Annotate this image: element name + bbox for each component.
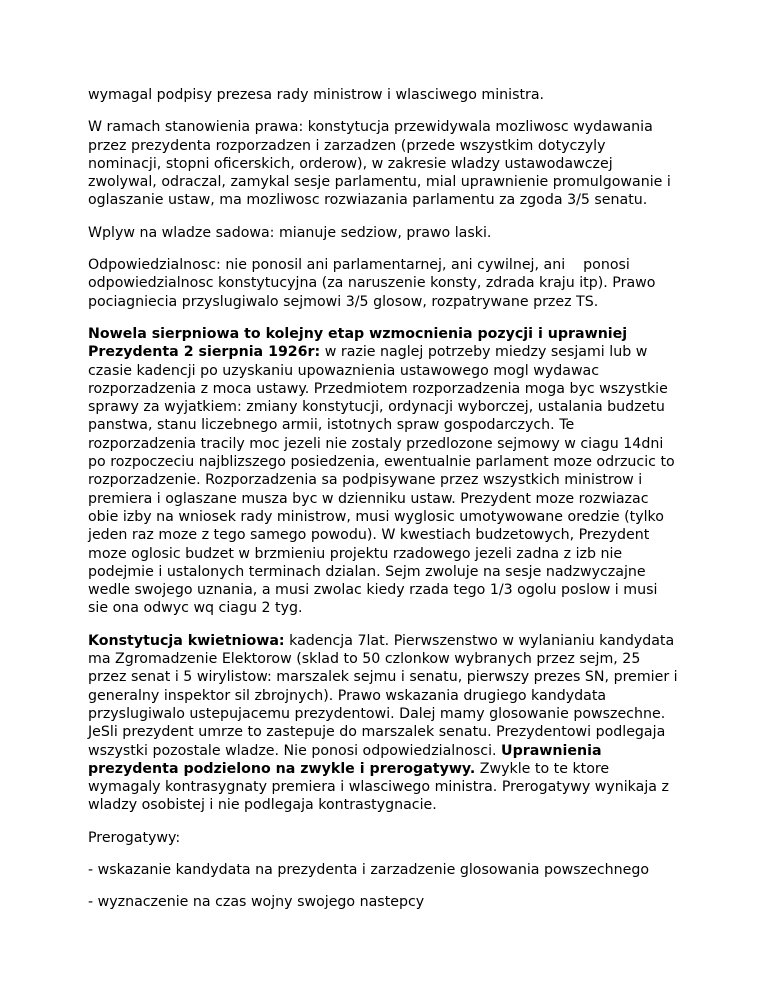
paragraph-6-heading: Konstytucja kwietniowa:	[88, 632, 285, 649]
paragraph-5	[88, 325, 678, 618]
paragraph-6-text-end: Zwykle to te ktore wymagaly kontrasygnaty premiera i wlasciwego ministra. Prerogatywy wynikaja z wladzy osobistej i nie podlegaja kontrastygnacie.	[88, 760, 669, 814]
paragraph-3: Wplyw na wladze sadowa: mianuje sedziow, prawo laski.	[88, 224, 492, 241]
paragraph-1: wymagal podpisy prezesa rady ministrow i wlasciwego ministra.	[88, 87, 545, 103]
paragraph-4-part-b: ponosi odpowiedzialnosc konstytucyjna (za naruszenie konsty, zdrada kraju itp). Prawo pociagniecia przyslugiwalo sejmowi 3/5 glosow, rozpatrywane przez TS.	[88, 257, 656, 310]
document-body	[88, 86, 678, 926]
paragraph-7: Prerogatywy:	[88, 829, 181, 846]
paragraph-4-part-a: Odpowiedzialnosc: nie ponosil ani parlamentarnej, ani cywilnej, ani	[88, 257, 566, 274]
paragraph-2: W ramach stanowienia prawa: konstytucja przewidywala mozliwosc wydawania przez prezydenta rozporzadzen i zarzadzen (przede wszystkim dotyczyly nominacji, stopni oficerskich, orderow), w zakresie wladzy ustawodawczej zwolywal, odraczal, zamykal sesje parlamentu, mial uprawnienie promulgowanie i oglaszanie ustaw, ma mozliwosc rozwiazania parlamentu za zgoda 3/5 senatu.	[88, 119, 671, 209]
paragraph-6-bold-sentence: Uprawnienia prezydenta podzielono na zwykle i prerogatywy.	[88, 742, 602, 777]
paragraph-4	[88, 256, 678, 311]
paragraph-6-text: kadencja 7lat. Pierwszenstwo w wylanianiu kandydata ma Zgromadzenie Elektorow (sklad to 50 czlonkow wybranych przez sejm, 25 przez senat i 5 wirylistow: marszalek sejmu i senatu, pierwszy prezes SN, premier i generalny inspektor sil zbrojnych). Prawo wskazania drugiego kandydata przyslugiwalo ustepujacemu prezydentowi. Dalej mamy glosowanie powszechne. JeSli prezydent umrze to zastepuje do marszalek senatu. Prezydentowi podlegaja wszystki pozostale wladze. Nie ponosi odpowiedzialnosci.	[88, 632, 678, 759]
paragraph-5-heading: Nowela sierpniowa to kolejny etap wzmocnienia pozycji i uprawniej Prezydenta 2 sierpnia 1926r:	[88, 325, 628, 361]
list-item-1: - wskazanie kandydata na prezydenta i zarzadzenie glosowania powszechnego	[88, 861, 650, 878]
paragraph-6	[88, 632, 678, 815]
list-item-2: - wyznaczenie na czas wojny swojego nastepcy	[88, 894, 425, 911]
paragraph-5-text: w razie naglej potrzeby miedzy sesjami lub w czasie kadencji po uzyskaniu upowaznienia ustawowego mogl wydawac rozporzadzenia z moca ustawy. Przedmiotem rozporzadzenia moga byc wszystkie sprawy za wyjatkiem: zmiany konstytucji, ordynacji wyborczej, ustalania budzetu panstwa, stanu liczebnego armii, istotnych spraw gospodarczych. Te rozporzadzenia tracily moc jezeli nie zostaly przedlozone sejmowy w ciagu 14dni po rozpoczeciu najblizszego posiedzenia, ewentualnie parlament moze odrzucic to rozporzadzenie. Rozporzadzenia sa podpisywane przez wszystkich ministrow i premiera i oglaszane musza byc w dzienniku ustaw. Prezydent moze rozwiazac obie izby na wniosek rady ministrow, musi wyglosic umotywowane oredzie (tylko jeden raz moze z tego samego powodu). W kwestiach budzetowych, Prezydent moze oglosic budzet w brzmieniu projektu rzadowego jezeli zadna z izb nie podejmie i ustalonych terminach dzialan. Sejm zwoluje na sesje nadzwyczajne wedle swojego uznania, a musi zwolac kiedy rzada tego 1/3 ogolu poslow i musi sie ona odwyc wq ciagu 2 tyg.	[88, 344, 675, 617]
